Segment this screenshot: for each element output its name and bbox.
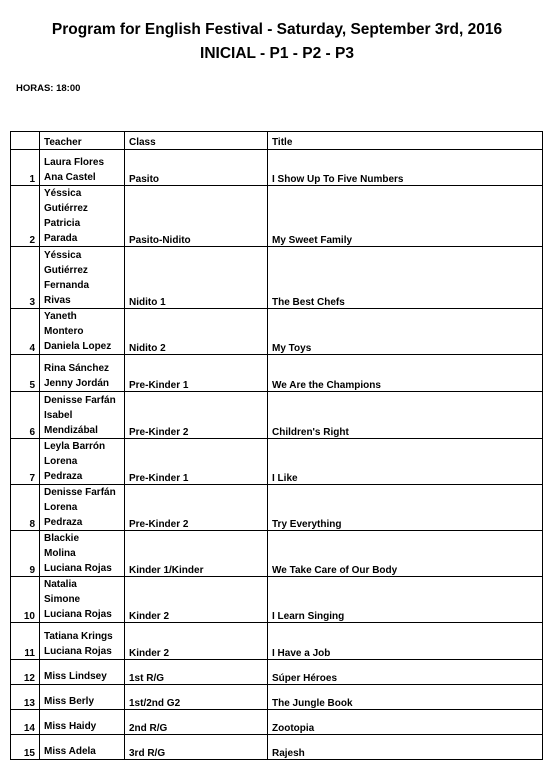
title-cell: We Take Care of Our Body — [268, 531, 543, 577]
teacher-name-line: Gutiérrez — [44, 265, 88, 276]
header-title: Title — [268, 132, 543, 150]
teacher-cell — [40, 309, 125, 355]
class-cell: Pasito-Nidito — [125, 186, 268, 247]
teacher-cell — [40, 531, 125, 577]
class-cell: 2nd R/G — [125, 710, 268, 735]
teacher-name-line: Pedraza — [44, 471, 83, 482]
teacher-name-line: Laura Flores — [44, 157, 105, 168]
teacher-cell — [40, 439, 125, 485]
class-cell: Kinder 1/Kinder — [125, 531, 268, 577]
table-row — [11, 735, 543, 760]
row-number: 12 — [11, 660, 40, 685]
hours-label: HORAS: 18:00 — [16, 83, 81, 94]
title-cell: Zootopia — [268, 710, 543, 735]
row-number: 1 — [11, 150, 40, 186]
teacher-cell — [40, 577, 125, 623]
teacher-name-line: Molina — [44, 548, 76, 559]
teacher-name-line: Luciana Rojas — [44, 563, 112, 574]
teacher-cell — [40, 186, 125, 247]
teacher-cell — [40, 485, 125, 531]
table-row — [11, 247, 543, 309]
table-row — [11, 392, 543, 439]
class-cell: Kinder 2 — [125, 577, 268, 623]
table-row — [11, 577, 543, 623]
teacher-name-line: Lorena — [44, 456, 78, 467]
teacher-cell — [40, 392, 125, 439]
teacher-cell — [40, 150, 125, 186]
header-teacher: Teacher — [40, 132, 125, 150]
teacher-name-line: Denisse Farfán — [44, 395, 116, 406]
table-row — [11, 710, 543, 735]
class-cell: 3rd R/G — [125, 735, 268, 760]
title-cell: I Show Up To Five Numbers — [268, 150, 543, 186]
class-cell: Pre-Kinder 2 — [125, 392, 268, 439]
row-number: 9 — [11, 531, 40, 577]
teacher-name-line: Montero — [44, 326, 84, 337]
table-row — [11, 623, 543, 660]
teacher-cell — [40, 660, 125, 685]
header-class: Class — [125, 132, 268, 150]
title-cell: Children's Right — [268, 392, 543, 439]
table-row — [11, 485, 543, 531]
title-cell: The Best Chefs — [268, 247, 543, 309]
class-cell: Pasito — [125, 150, 268, 186]
title-cell: I Learn Singing — [268, 577, 543, 623]
title-cell: Try Everything — [268, 485, 543, 531]
class-cell: Pre-Kinder 2 — [125, 485, 268, 531]
teacher-name-line: Luciana Rojas — [44, 646, 112, 657]
table-row — [11, 685, 543, 710]
teacher-cell — [40, 355, 125, 392]
teacher-cell — [40, 710, 125, 735]
teacher-cell — [40, 685, 125, 710]
title-cell: My Sweet Family — [268, 186, 543, 247]
teacher-name-line: Isabel — [44, 410, 73, 421]
row-number: 11 — [11, 623, 40, 660]
table-row — [11, 309, 543, 355]
teacher-name-line: Leyla Barrón — [44, 441, 106, 452]
table-header-row — [11, 132, 543, 150]
teacher-cell — [40, 623, 125, 660]
row-number: 8 — [11, 485, 40, 531]
teacher-name-line: Parada — [44, 233, 78, 244]
table-row — [11, 186, 543, 247]
document-title: Program for English Festival - Saturday, September 3rd, 2016 — [51, 21, 503, 38]
row-number: 6 — [11, 392, 40, 439]
teacher-name-line: Miss Berly — [44, 696, 95, 707]
class-cell: Nidito 2 — [125, 309, 268, 355]
teacher-cell — [40, 735, 125, 760]
class-cell: 1st R/G — [125, 660, 268, 685]
teacher-name-line: Mendizábal — [44, 425, 98, 436]
teacher-name-line: Patricia — [44, 218, 81, 229]
title-cell: Súper Héroes — [268, 660, 543, 685]
row-number: 10 — [11, 577, 40, 623]
teacher-cell — [40, 247, 125, 309]
row-number: 13 — [11, 685, 40, 710]
teacher-name-line: Lorena — [44, 502, 78, 513]
teacher-name-line: Jenny Jordán — [44, 378, 110, 389]
class-cell: Pre-Kinder 1 — [125, 355, 268, 392]
title-cell: My Toys — [268, 309, 543, 355]
teacher-name-line: Yéssica — [44, 250, 82, 261]
teacher-name-line: Rina Sánchez — [44, 363, 110, 374]
title-cell: I Like — [268, 439, 543, 485]
header-number-cell — [11, 132, 40, 150]
class-cell: Pre-Kinder 1 — [125, 439, 268, 485]
teacher-name-line: Daniela Lopez — [44, 341, 112, 352]
row-number: 4 — [11, 309, 40, 355]
table-row — [11, 660, 543, 685]
teacher-name-line: Blackie — [44, 533, 80, 544]
teacher-name-line: Simone — [44, 594, 81, 605]
title-cell: Rajesh — [268, 735, 543, 760]
teacher-name-line: Yéssica — [44, 188, 82, 199]
title-cell: The Jungle Book — [268, 685, 543, 710]
teacher-name-line: Miss Lindsey — [44, 671, 107, 682]
teacher-name-line: Gutiérrez — [44, 203, 88, 214]
teacher-name-line: Luciana Rojas — [44, 609, 112, 620]
table-row — [11, 150, 543, 186]
table-row — [11, 355, 543, 392]
row-number: 3 — [11, 247, 40, 309]
document-subtitle: INICIAL - P1 - P2 - P3 — [200, 45, 354, 62]
row-number: 14 — [11, 710, 40, 735]
teacher-name-line: Natalia — [44, 579, 77, 590]
class-cell: Nidito 1 — [125, 247, 268, 309]
teacher-name-line: Miss Haidy — [44, 721, 97, 732]
teacher-name-line: Pedraza — [44, 517, 83, 528]
teacher-name-line: Fernanda — [44, 280, 90, 291]
table-row — [11, 439, 543, 485]
teacher-name-line: Tatiana Krings — [44, 631, 113, 642]
teacher-name-line: Miss Adela — [44, 746, 96, 757]
teacher-name-line: Ana Castel — [44, 172, 96, 183]
teacher-name-line: Rivas — [44, 295, 71, 306]
table-row — [11, 531, 543, 577]
row-number: 15 — [11, 735, 40, 760]
class-cell: 1st/2nd G2 — [125, 685, 268, 710]
teacher-name-line: Yaneth — [44, 311, 77, 322]
teacher-name-line: Denisse Farfán — [44, 487, 116, 498]
row-number: 2 — [11, 186, 40, 247]
title-cell: We Are the Champions — [268, 355, 543, 392]
title-cell: I Have a Job — [268, 623, 543, 660]
class-cell: Kinder 2 — [125, 623, 268, 660]
row-number: 5 — [11, 355, 40, 392]
row-number: 7 — [11, 439, 40, 485]
program-table — [10, 131, 543, 760]
